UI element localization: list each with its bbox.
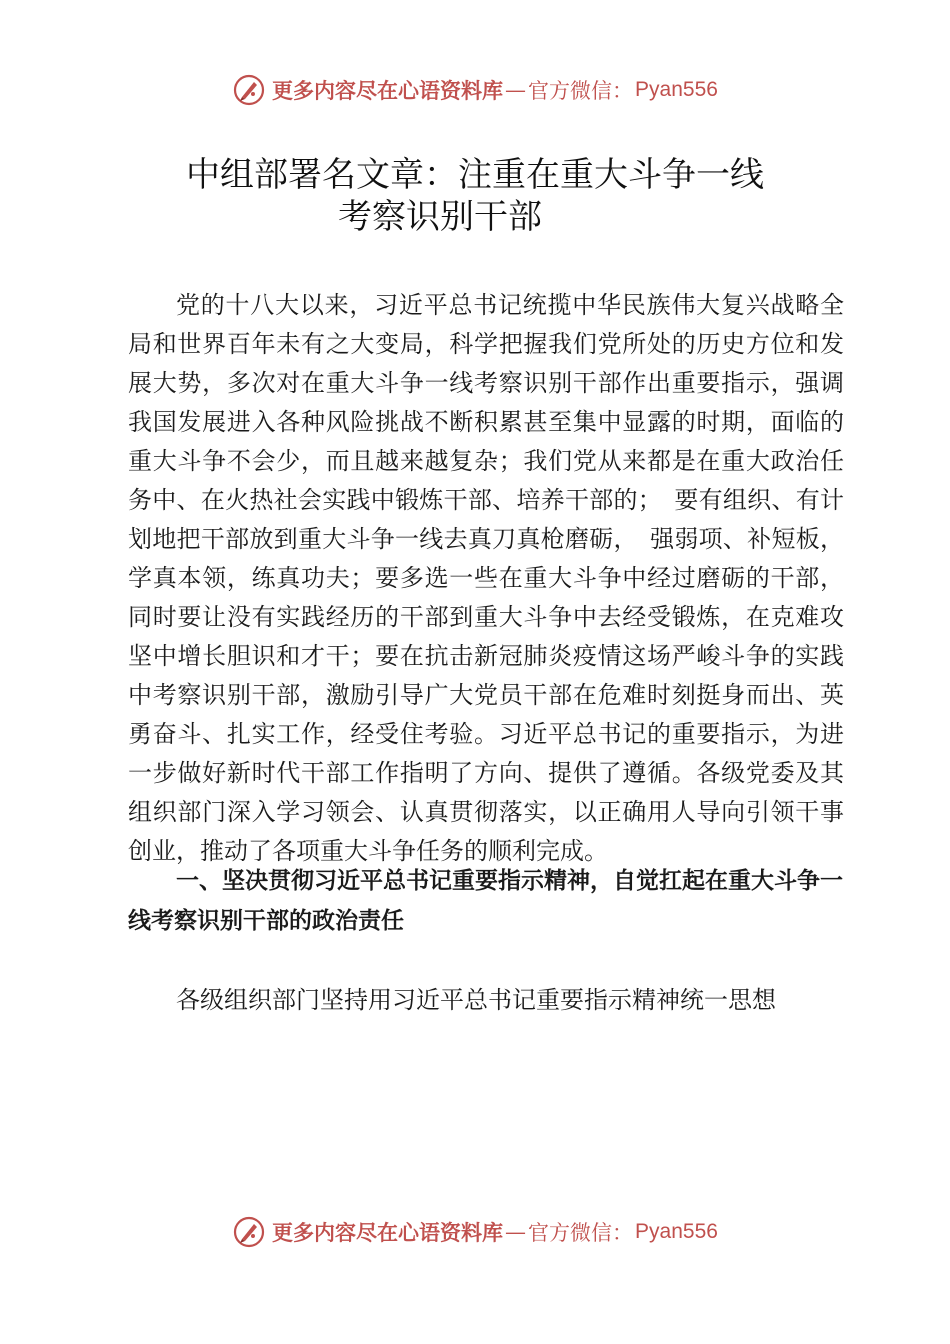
- banner-brand-text: 更多内容尽在心语资料库: [272, 78, 504, 103]
- banner-brand-text: 更多内容尽在心语资料库: [272, 1220, 504, 1245]
- banner-wechat-label: 官方微信：: [528, 1221, 634, 1245]
- banner-wechat-id: Pyan556: [635, 1220, 718, 1243]
- title-line-1: 中组部署名文章：注重在重大斗争一线: [186, 155, 764, 195]
- banner-wechat-id: Pyan556: [635, 78, 718, 101]
- title-line-2: 考察识别干部: [338, 197, 542, 237]
- banner-dash: —: [505, 78, 527, 102]
- body-paragraph-1: 党的十八大以来，习近平总书记统揽中华民族伟大复兴战略全局和世界百年未有之大变局，科学把握我们党所处的历史方位和发展大势，多次对在重大斗争一线考察识别干部作出重要指示，强调我国发展进入各种风险挑战不断积累甚至集中显露的时期，面临的重大斗争不会少，而且越来越复杂；我们党从来都是在重大政治任务中、在火热社会实践中锻炼干部、培养干部的； 要有组织、有计划地把干部放到重大斗争一线去真刀真枪磨砺， 强弱项、补短板，学真本领，练真功夫；要多选一些在重大斗争中经过磨砺的干部，同时要让没有实践经历的干部到重大斗争中去经受锻炼，在克难攻坚中增长胆识和才干；要在抗击新冠肺炎疫情这场严峻斗争的实践中考察识别干部，激励引导广大党员干部在危难时刻挺身而出、英勇奋斗、扎实工作，经受住考验。习近平总书记的重要指示，为进一步做好新时代干部工作指明了方向、提供了遵循。各级党委及其组织部门深入学习领会、认真贯彻落实，以正确用人导向引领干事创业，推动了各项重大斗争任务的顺利完成。: [128, 291, 844, 865]
- section-heading-1: 一、坚决贯彻习近平总书记重要指示精神，自觉扛起在重大斗争一线考察识别干部的政治责任: [128, 868, 843, 934]
- header-banner: [0, 70, 950, 110]
- pen-logo-icon: [232, 1215, 266, 1249]
- pen-logo-icon: [232, 73, 266, 107]
- banner-wechat-label: 官方微信：: [528, 79, 634, 103]
- document-title: [0, 154, 950, 238]
- body-paragraph-2: 各级组织部门坚持用习近平总书记重要指示精神统一思想: [176, 986, 776, 1014]
- banner-dash: —: [505, 1220, 527, 1244]
- footer-banner: [0, 1212, 950, 1252]
